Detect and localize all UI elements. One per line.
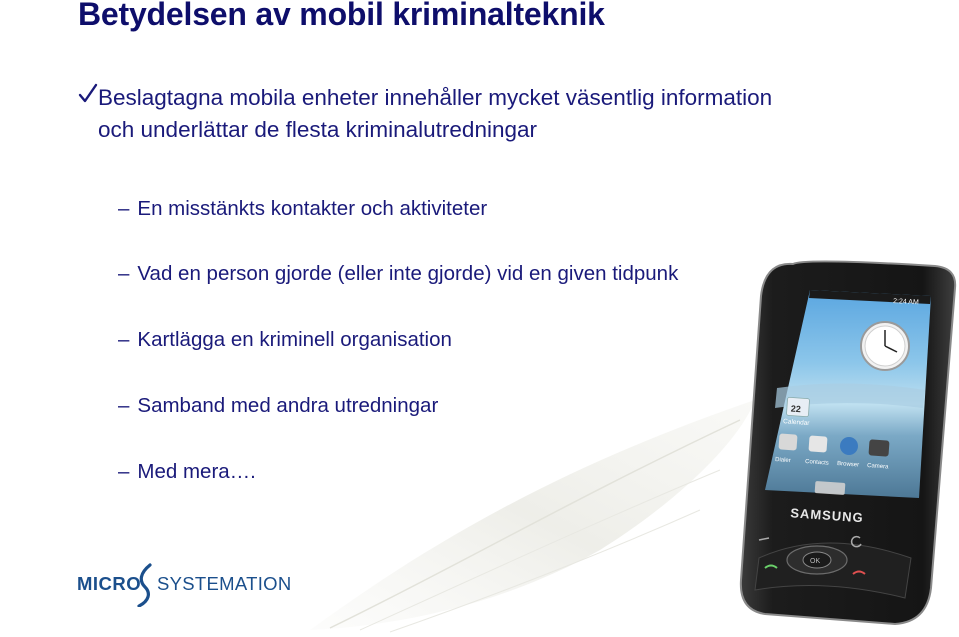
- sub-bullet-4: – Samband med andra utredningar: [118, 394, 439, 417]
- samsung-phone-image: [735, 258, 959, 628]
- phone-app-contacts: Contacts: [804, 459, 829, 467]
- sub-bullet-text: Med mera….: [137, 460, 256, 483]
- phone-app-browser: Browser: [836, 461, 860, 469]
- main-bullet: [78, 82, 772, 146]
- sub-bullet-5: – Med mera….: [118, 460, 256, 483]
- phone-ok-button-label: OK: [810, 558, 821, 565]
- phone-status-time: 2:24 AM: [892, 298, 919, 307]
- sub-bullet-text: Vad en person gjorde (eller inte gjorde) vid en given tidpunk: [137, 262, 679, 285]
- sub-bullet-2: – Vad en person gjorde (eller inte gjorde) vid en given tidpunk: [118, 262, 679, 285]
- main-bullet-line-2: och underlättar de flesta kriminalutredningar: [98, 117, 537, 142]
- logo-swoosh-icon: [135, 563, 157, 607]
- phone-calendar-label: Calendar: [782, 418, 810, 427]
- slide-title: Betydelsen av mobil kriminalteknik: [78, 0, 605, 32]
- logo-text-systemation: SYSTEMATION: [157, 573, 292, 594]
- micro-systemation-logo: [77, 563, 292, 607]
- sub-bullet-text: Kartlägga en kriminell organisation: [137, 328, 452, 351]
- logo-text-micro: MICRO: [77, 573, 142, 594]
- feather-background-graphic: [300, 380, 760, 637]
- phone-app-dialer: Dialer: [774, 457, 791, 465]
- sub-bullet-1: – En misstänkts kontakter och aktiviteter: [118, 197, 488, 220]
- phone-calendar-date: 22: [790, 403, 802, 415]
- checkmark-icon: [78, 82, 98, 106]
- main-bullet-line-1: Beslagtagna mobila enheter innehåller mycket väsentlig information: [98, 85, 773, 110]
- sub-bullet-text: Samband med andra utredningar: [137, 394, 439, 417]
- sub-bullet-text: En misstänkts kontakter och aktiviteter: [137, 197, 488, 220]
- sub-bullet-3: – Kartlägga en kriminell organisation: [118, 328, 452, 351]
- phone-app-camera: Camera: [866, 463, 889, 471]
- phone-brand-text: SAMSUNG: [789, 505, 865, 526]
